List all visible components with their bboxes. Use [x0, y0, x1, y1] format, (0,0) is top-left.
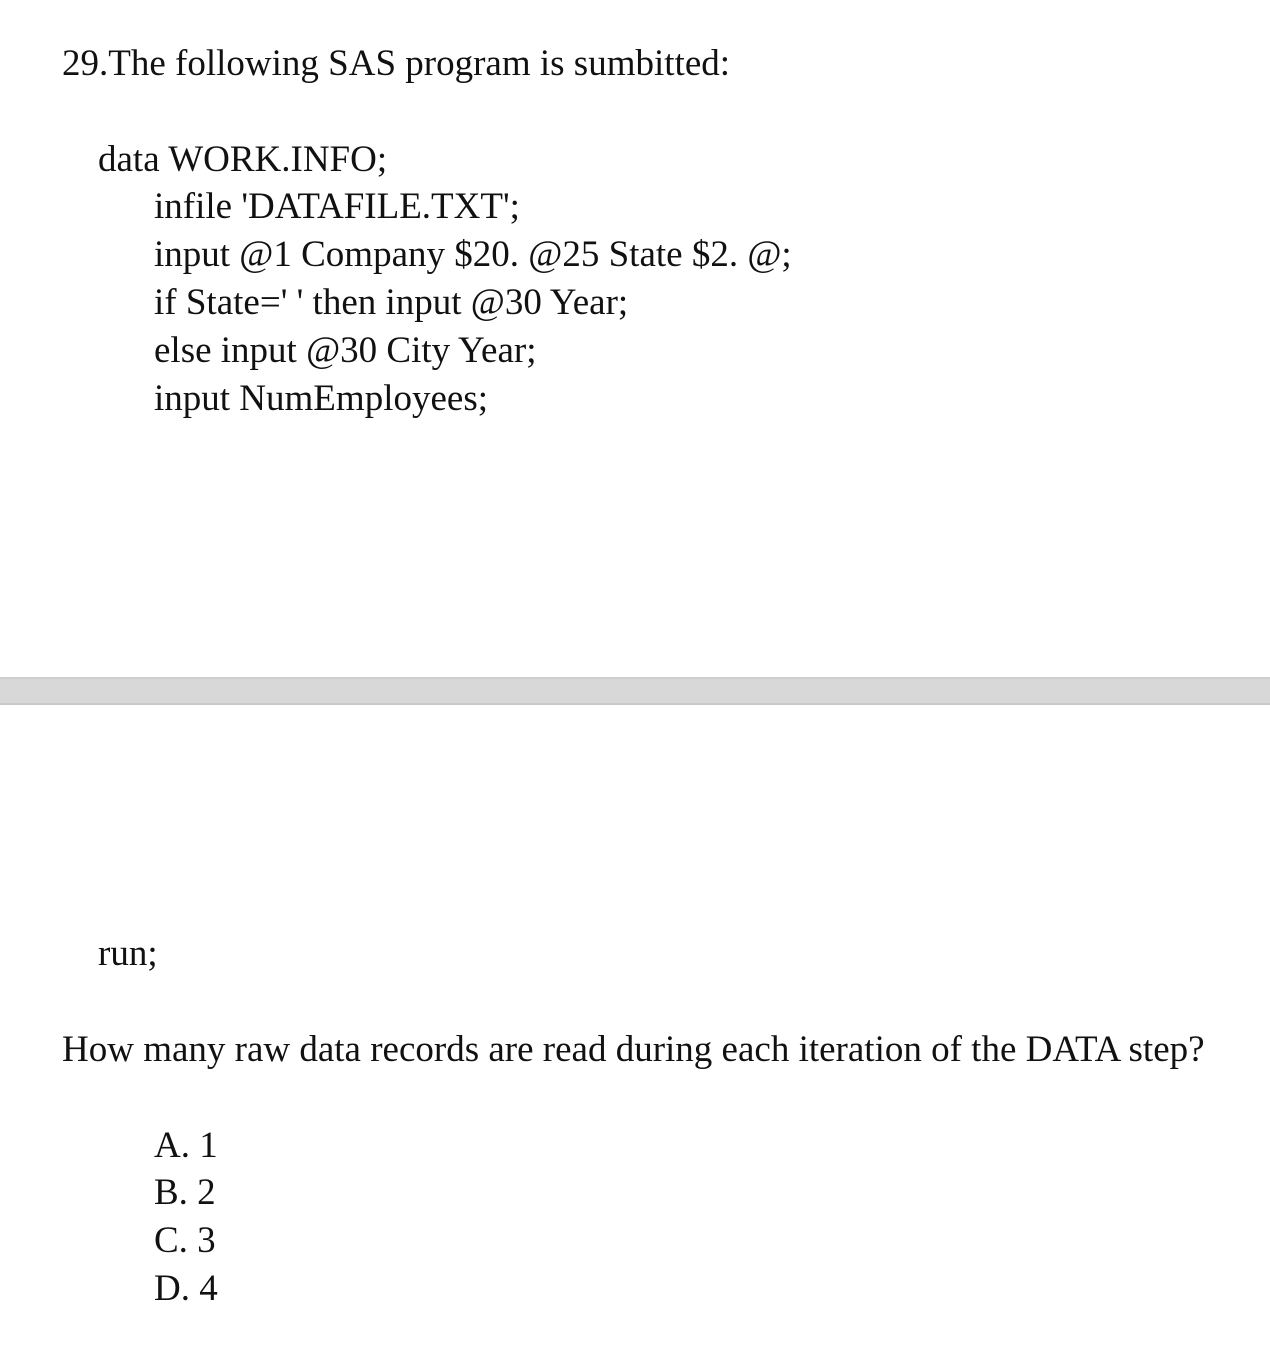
code-line-run: run;: [98, 933, 158, 974]
question-heading: 29.The following SAS program is sumbitted:: [62, 43, 731, 84]
option-b[interactable]: B. 2: [154, 1172, 216, 1213]
code-line-else: else input @30 City Year;: [154, 330, 537, 371]
option-d[interactable]: D. 4: [154, 1268, 218, 1309]
code-line-input-employees: input NumEmployees;: [154, 378, 488, 419]
code-line-if-state: if State=' ' then input @30 Year;: [154, 282, 629, 323]
page-divider: [0, 677, 1270, 705]
code-line-data: data WORK.INFO;: [98, 139, 388, 180]
code-line-infile: infile 'DATAFILE.TXT';: [154, 186, 520, 227]
option-a[interactable]: A. 1: [154, 1125, 218, 1166]
option-c[interactable]: C. 3: [154, 1220, 216, 1261]
code-line-input-company: input @1 Company $20. @25 State $2. @;: [154, 234, 792, 275]
question-prompt: How many raw data records are read during each iteration of the DATA step?: [62, 1029, 1205, 1070]
